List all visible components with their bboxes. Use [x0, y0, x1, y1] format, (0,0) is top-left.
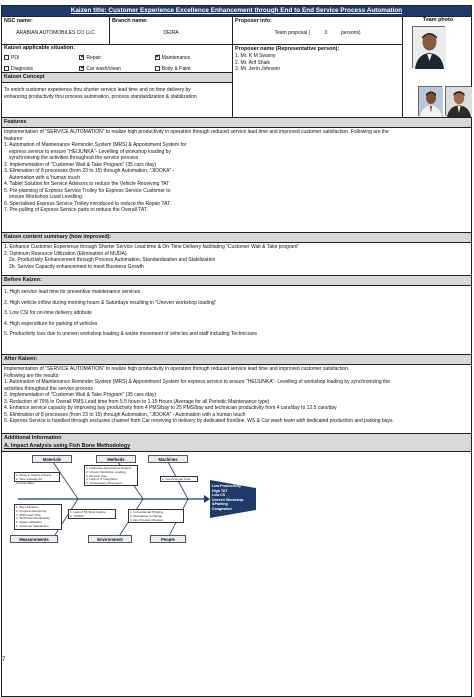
- checkbox-diagnosis[interactable]: [4, 66, 9, 71]
- applicable-item-body-paint[interactable]: Body & Paint: [155, 66, 230, 73]
- branch-label: Branch name:: [112, 18, 148, 24]
- before-line: 2. High vehicle inflow during morning hours & Saturdays resulting in "Uneven workshop loading": [4, 299, 217, 306]
- fishbone-box-measurements: 1. Bay Utilization 2. Progress Monitoring 3. PMS Lead Time 4. Technician Productivity 5. Space Utilization 6. Customer Satisfaction: [14, 504, 62, 530]
- summary-line: 2a. Productivity Enhancement through Process Automation, Standardization and Stabilization: [9, 257, 216, 264]
- fishbone-box-people: 1. Conventional Thinking 2. Resistance to change 3. Non Process Oriented: [128, 509, 184, 523]
- fishbone-box-materials: 1. Delay in Supply of Parts 2. Time wastage for Consumables: [14, 472, 60, 482]
- nsc-label: NSC name:: [4, 18, 33, 24]
- before-label: Before Kaizen:: [2, 276, 471, 286]
- features-line: 4. Tablet Solution for Service Advisors to reduce the Vehicle Receiving TAT: [4, 181, 170, 188]
- header-block: [2, 16, 471, 117]
- before-line: 1. High service lead time for preventive maintenance services: [4, 289, 141, 296]
- applicable-item-car-wash[interactable]: ✔ Car wash/clean: [79, 66, 154, 73]
- after-line: Implementation of "SERVICE AUTOMATION" to realize high productivity in operation through reduced service lead time and improved customer satisfaction.: [4, 366, 350, 373]
- additional-sub: A. Impact Analysis using Fish Bone Methodology: [2, 443, 471, 452]
- kaizen-sheet: [1, 5, 472, 697]
- fishbone-head-measurements: Measurements: [10, 535, 58, 543]
- after-line: Following are the results:: [4, 372, 60, 379]
- team-member-photo-2: [418, 86, 442, 116]
- checkbox-car-wash[interactable]: [79, 66, 84, 71]
- features-line: synchronising the activities throughout the service process: [9, 155, 139, 162]
- checkbox-body-paint[interactable]: [155, 66, 160, 71]
- features-line: Implementation of "SERVICE AUTOMATION" to realize high productivity in operation through reduced service lead time and improved customer satisfaction. Following are the: [4, 129, 389, 136]
- before-line: 3. Low CSI for on-time delivery attribute: [4, 310, 92, 317]
- concept-label: Kaizen Concept: [2, 73, 232, 83]
- summary-section: [2, 232, 471, 275]
- after-line: activities throughout the service process: [4, 385, 93, 392]
- fishbone-box-environment: 1. Lack of 5S Work Culture 2. "MUDA": [68, 509, 116, 519]
- concept-line-2: enhancing productivity thru process automation, process standardization & stabilization: [4, 93, 197, 100]
- concept-line-1: To enrich customer experience thru shorter service lead time and on time delivery by: [4, 87, 191, 94]
- team-photo-label: Team photo: [422, 17, 454, 23]
- applicable-item-maintenance[interactable]: ✔ Maintenance: [155, 55, 230, 62]
- nsc-cell: [2, 17, 110, 44]
- fishbone-head-machines: Machines: [148, 455, 188, 463]
- applicable-item-diagnosis[interactable]: Diagnosis: [4, 66, 79, 73]
- features-line: 3. Elimination of 8 processes (from 23 to 15) through Automation, "JIDOKA" -: [4, 168, 175, 175]
- fishbone-head-materials: Materials: [32, 455, 72, 463]
- before-line: 4. High expenditure for parking of vehicles: [4, 320, 98, 327]
- fishbone-area: [2, 452, 471, 696]
- after-section: [2, 354, 471, 433]
- branch-value: DEIRA: [163, 30, 179, 37]
- features-label: Features: [2, 118, 471, 128]
- fishbone-head-methods: Methods: [96, 455, 136, 463]
- summary-line: 1. Enhance Customer Experience through Shorter Service Lead time & On-Time Delivery facilitating "Customer Wait & Take program": [4, 244, 300, 251]
- team-photo-cell: [403, 17, 473, 118]
- applicable-label: Kaizen applicable situation:: [4, 45, 75, 51]
- concept-cell: [2, 72, 233, 118]
- features-section: [2, 117, 471, 232]
- after-line: 4. Enhance service capacity by improving bay productivity from 4 PMS/bay to 25 PMS/bay and technician productivity from 4 cars/day to 12.5 cars/day: [4, 405, 337, 412]
- features-line: 2. Implementation of "Customer Wait & Take Program" (35 cars /day): [4, 161, 157, 168]
- fishbone-head-people: People: [150, 535, 186, 543]
- after-line: 1. Automation of Maintenance Reminder System (MRS) & Appointment System for express service to ensure "HEIJUNKA"- Levelling of workshop loading by synchronizing the: [4, 379, 390, 386]
- team-proposal-suffix: persons): [341, 30, 361, 37]
- kaizen-title: Kaizen title: Customer Experience Excellence Enhancement through End to End Service Process Automation: [70, 6, 403, 14]
- features-line: express service to ensure "HEIJUNKA"- Levelling of workshop loading by: [9, 148, 171, 155]
- after-line: 5. Elimination of 8 processes (from 23 to 15) through Automation, "JIDOKA" - Automation with a human touch: [4, 411, 246, 418]
- features-line: features:: [4, 135, 24, 142]
- applicable-cell: [2, 44, 233, 72]
- nsc-value: ARABIAN AUTOMOBILES CO LLC: [16, 30, 95, 37]
- after-line: 6. Express Service is handled through exclusive channel from Car receiving to delivery by dedicated frontline, WS & Car wash team with dedicated production and parking bays.: [4, 418, 394, 425]
- before-line: 5. Productivity loss due to uneven workshop loading & waste movement of vehicles and staff including Technicians: [4, 331, 258, 338]
- features-line: ensure Workshop Load Levelling.: [9, 194, 84, 201]
- fishbone-head-environment: Environment: [88, 535, 132, 543]
- before-section: [2, 275, 471, 354]
- fishbone-box-machines: 1. Conventional Tools: [160, 476, 198, 482]
- summary-line: 2b. Service Capacity enhancement to meet Business Growth: [9, 263, 144, 270]
- proposer-names-label: Proposer name (Representative person):: [235, 46, 340, 52]
- summary-line: 2. Optimum Resource Utilization (Elimination of MUDA): [4, 250, 127, 257]
- fishbone-effect: Low Productivity High TAT Low CS Uneven Workshop &Parking Congestion: [212, 484, 244, 511]
- summary-label: Kaizen content summary (how improved):: [2, 233, 471, 243]
- proposer-name-2: 2. Mr. Arif Shaik: [235, 59, 271, 66]
- fishbone-box-methods: 1. Ineffective Appointment System 2. Uneven Workshop Loading 3. Process Gap 4. Lack of IT Integration 5. Unnecessary Movement: [84, 465, 138, 486]
- features-line: 7. Pre-pulling of Express Service parts to reduce the Overall TAT.: [4, 207, 148, 214]
- kaizen-title-bar: [2, 6, 471, 16]
- features-line: Automation with a 'human touch: [9, 174, 80, 181]
- checkbox-maintenance[interactable]: [155, 55, 160, 60]
- applicable-item-repair[interactable]: ✔ Repair: [79, 55, 154, 62]
- proposer-info-label: Proposer info:: [235, 18, 272, 24]
- after-line: 2. Implementation of "Customer Wait & Take Program" (35 cars /day): [4, 392, 157, 399]
- team-member-photo-3: [445, 86, 471, 116]
- features-line: 1. Automation of Maintenance Reminder System (MRS) & Appointment System for: [4, 142, 187, 149]
- team-proposal-text: Team proposal (: [274, 30, 311, 37]
- checkbox-repair[interactable]: [79, 55, 84, 60]
- fishbone-diagram: [8, 454, 258, 544]
- applicable-item-pdi[interactable]: PDI: [4, 55, 79, 62]
- team-count: 3: [324, 30, 328, 37]
- proposer-name-1: 1. Mr. K M Swamy: [235, 53, 276, 60]
- team-proposal: [235, 30, 400, 37]
- proposer-info-cell: [233, 17, 403, 44]
- checkbox-pdi[interactable]: [4, 55, 9, 60]
- proposer-name-3: 3. Mr. Jerin Johnson: [235, 66, 281, 73]
- page-number: 7: [2, 657, 6, 664]
- team-member-photo-1: [412, 26, 445, 68]
- after-label: After Kaizen:: [2, 355, 471, 365]
- additional-section: [2, 433, 471, 696]
- additional-label: Additional Information: [2, 434, 471, 443]
- branch-cell: [110, 17, 233, 44]
- features-line: 6. Specialised Express Service Trolley introduced to reduce the Repair TAT.: [4, 200, 172, 207]
- after-line: 3. Reduction of 79% in Overall PMS Lead time from 5.5 hours to 1.15 Hours (Average for all Periodic Maintenance type): [4, 398, 270, 405]
- proposer-names-cell: [233, 44, 403, 118]
- features-line: 5. Pre-planning of Express Service Trolley for Express Service Customer to: [4, 187, 171, 194]
